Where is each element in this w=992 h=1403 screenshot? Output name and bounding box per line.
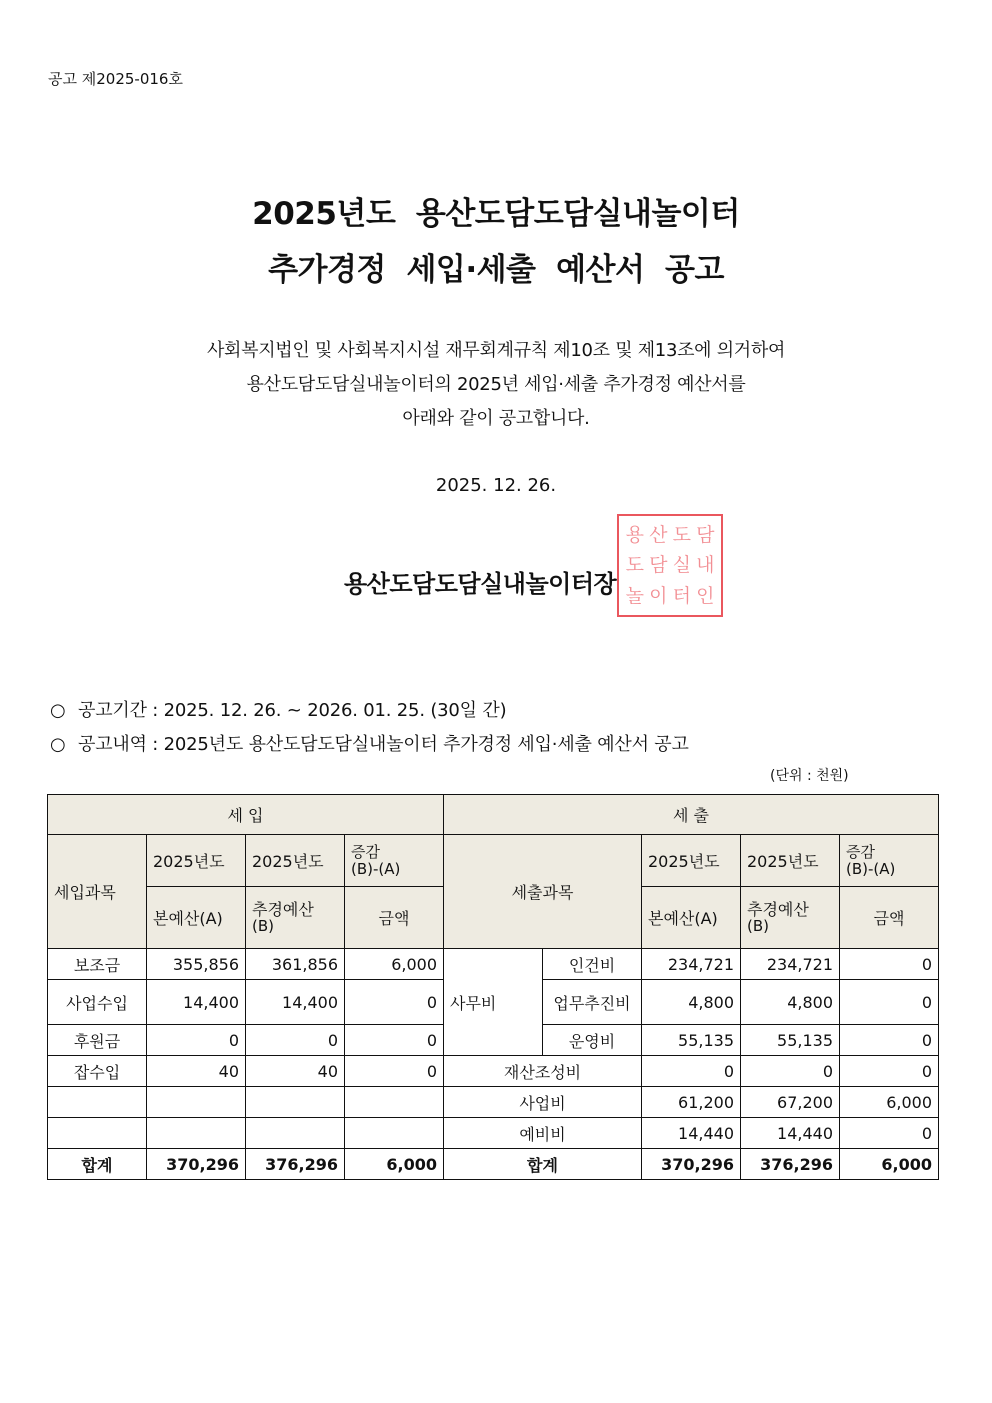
revenue-a: 0 (147, 1025, 246, 1056)
seal-char: 내 (696, 554, 715, 577)
revenue-b: 361,856 (246, 949, 345, 980)
body-text-line-3: 아래와 같이 공고합니다. (402, 408, 590, 429)
expense-col-b-header (741, 887, 840, 949)
table-row (48, 949, 939, 980)
expense-b: 55,135 (741, 1025, 840, 1056)
revenue-b: 14,400 (246, 980, 345, 1025)
revenue-item-header: 세입과목 (48, 835, 147, 949)
expense-item: 예비비 (444, 1118, 642, 1149)
expense-b: 4,800 (741, 980, 840, 1025)
revenue-total-label: 합계 (48, 1149, 147, 1180)
revenue-diff: 0 (345, 1056, 444, 1087)
revenue-b (246, 1087, 345, 1118)
expense-item: 재산조성비 (444, 1056, 642, 1087)
document-title-line-1: 2025년도 용산도담도담실내놀이터 (252, 196, 740, 232)
expense-b: 67,200 (741, 1087, 840, 1118)
revenue-diff: 0 (345, 1025, 444, 1056)
expense-item: 업무추진비 (543, 980, 642, 1025)
diff-formula: (B)-(A) (351, 859, 401, 878)
revenue-diff: 0 (345, 980, 444, 1025)
expense-b: 14,440 (741, 1118, 840, 1149)
notice-date: 2025. 12. 26. (435, 475, 557, 496)
col-b-marker: (B) (252, 916, 274, 935)
expense-year-b-header: 2025년도 (741, 835, 840, 887)
revenue-total-a: 370,296 (147, 1149, 246, 1180)
circle-bullet-icon: ○ (50, 700, 66, 721)
expense-item: 운영비 (543, 1025, 642, 1056)
expense-a: 14,440 (642, 1118, 741, 1149)
expense-diff-header (840, 835, 939, 887)
revenue-diff-header (345, 835, 444, 887)
revenue-item: 후원금 (48, 1025, 147, 1056)
expense-a: 4,800 (642, 980, 741, 1025)
expense-year-a-header: 2025년도 (642, 835, 741, 887)
seal-char: 담 (649, 554, 668, 577)
seal-char: 이 (649, 584, 668, 607)
revenue-a: 14,400 (147, 980, 246, 1025)
revenue-col-b-header (246, 887, 345, 949)
expense-amount-header: 금액 (840, 887, 939, 949)
table-row (48, 1056, 939, 1087)
revenue-item (48, 1087, 147, 1118)
col-b-label: 추경예산 (252, 899, 314, 919)
revenue-item (48, 1118, 147, 1149)
expense-item: 사업비 (444, 1087, 642, 1118)
info-notice-period (50, 696, 506, 722)
revenue-year-a-header: 2025년도 (147, 835, 246, 887)
seal-char: 산 (649, 524, 668, 546)
revenue-a (147, 1118, 246, 1149)
revenue-b: 40 (246, 1056, 345, 1087)
expense-diff: 6,000 (840, 1087, 939, 1118)
expense-a: 61,200 (642, 1087, 741, 1118)
expense-a: 55,135 (642, 1025, 741, 1056)
seal-char: 터 (672, 584, 691, 607)
expense-b: 234,721 (741, 949, 840, 980)
col-b-label: 추경예산 (747, 899, 809, 919)
expense-total-a: 370,296 (642, 1149, 741, 1180)
col-b-marker: (B) (747, 916, 769, 935)
revenue-b: 0 (246, 1025, 345, 1056)
expense-diff: 0 (840, 1025, 939, 1056)
official-seal-stamp (617, 514, 723, 617)
revenue-item: 보조금 (48, 949, 147, 980)
revenue-a (147, 1087, 246, 1118)
seal-char: 용 (625, 524, 644, 546)
expense-col-a-header: 본예산(A) (642, 887, 741, 949)
signer-name: 용산도담도담실내놀이터장 (344, 570, 617, 598)
expense-group: 사무비 (444, 949, 543, 1056)
expense-total-b: 376,296 (741, 1149, 840, 1180)
info-text: 공고기간 : 2025. 12. 26. ~ 2026. 01. 25. (30일 간) (78, 700, 507, 721)
diff-formula: (B)-(A) (846, 859, 896, 878)
expense-total-diff: 6,000 (840, 1149, 939, 1180)
diff-label: 증감 (351, 842, 380, 861)
revenue-diff: 6,000 (345, 949, 444, 980)
revenue-a: 40 (147, 1056, 246, 1087)
revenue-diff (345, 1087, 444, 1118)
seal-char: 실 (672, 554, 691, 577)
revenue-total-diff: 6,000 (345, 1149, 444, 1180)
revenue-col-a-header: 본예산(A) (147, 887, 246, 949)
seal-char: 인 (696, 584, 715, 607)
document-title-line-2: 추가경정 세입·세출 예산서 공고 (268, 252, 724, 288)
unit-label: (단위 : 천원) (770, 768, 849, 784)
expense-item: 인건비 (543, 949, 642, 980)
info-notice-content (50, 730, 689, 756)
seal-char: 도 (625, 554, 644, 577)
seal-char: 도 (672, 524, 691, 546)
revenue-a: 355,856 (147, 949, 246, 980)
revenue-amount-header: 금액 (345, 887, 444, 949)
table-row (48, 1118, 939, 1149)
expense-section-header: 세 출 (444, 795, 939, 835)
revenue-year-b-header: 2025년도 (246, 835, 345, 887)
expense-a: 0 (642, 1056, 741, 1087)
body-text-line-2: 용산도담도담실내놀이터의 2025년 세입·세출 추가경정 예산서를 (246, 374, 746, 395)
revenue-item: 잡수입 (48, 1056, 147, 1087)
expense-total-label: 합계 (444, 1149, 642, 1180)
revenue-total-b: 376,296 (246, 1149, 345, 1180)
expense-b: 0 (741, 1056, 840, 1087)
revenue-b (246, 1118, 345, 1149)
revenue-section-header: 세 입 (48, 795, 444, 835)
revenue-item: 사업수입 (48, 980, 147, 1025)
table-total-row (48, 1149, 939, 1180)
expense-diff: 0 (840, 949, 939, 980)
seal-char: 놀 (625, 584, 644, 607)
info-text: 공고내역 : 2025년도 용산도담도담실내놀이터 추가경정 세입·세출 예산서 공고 (78, 734, 689, 755)
diff-label: 증감 (846, 842, 875, 861)
body-text-line-1: 사회복지법인 및 사회복지시설 재무회계규칙 제10조 및 제13조에 의거하여 (206, 340, 786, 361)
expense-diff: 0 (840, 1118, 939, 1149)
table-row (48, 1087, 939, 1118)
budget-table (47, 794, 939, 1180)
expense-diff: 0 (840, 980, 939, 1025)
revenue-diff (345, 1118, 444, 1149)
notice-number: 공고 제2025-016호 (48, 70, 183, 88)
expense-a: 234,721 (642, 949, 741, 980)
expense-item-header: 세출과목 (444, 835, 642, 949)
expense-diff: 0 (840, 1056, 939, 1087)
seal-char: 담 (696, 524, 715, 546)
circle-bullet-icon: ○ (50, 734, 66, 755)
